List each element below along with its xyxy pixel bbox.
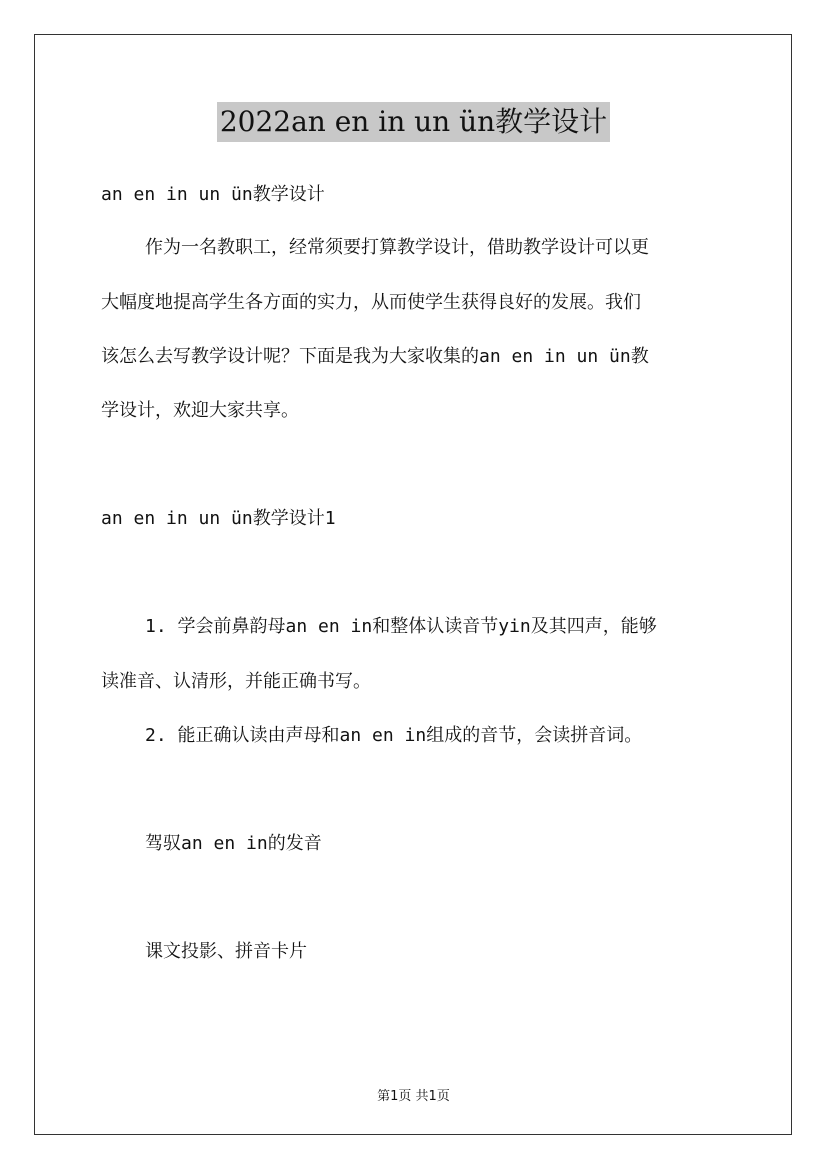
section-heading: an en in un ün教学设计1 xyxy=(101,508,336,529)
document-subtitle: an en in un ün教学设计 xyxy=(101,184,325,205)
key-point: 驾驭an en in的发音 xyxy=(145,833,322,854)
intro-line-1: 作为一名教职工，经常须要打算教学设计，借助教学设计可以更 xyxy=(145,237,649,258)
objective-line-3: 2. 能正确认读由声母和an en in组成的音节，会读拼音词。 xyxy=(145,725,643,746)
objective-line-1: 1. 学会前鼻韵母an en in和整体认读音节yin及其四声，能够 xyxy=(145,616,657,637)
title-container xyxy=(0,102,827,142)
objective-line-2: 读准音、认清形，并能正确书写。 xyxy=(101,671,371,692)
intro-line-2: 大幅度地提高学生各方面的实力，从而使学生获得良好的发展。我们 xyxy=(101,292,641,313)
intro-line-4: 学设计，欢迎大家共享。 xyxy=(101,400,299,421)
intro-line-3: 该怎么去写教学设计呢？下面是我为大家收集的an en in un ün教 xyxy=(101,346,649,367)
page-indicator: 第1页 共1页 xyxy=(377,1089,450,1104)
materials: 课文投影、拼音卡片 xyxy=(145,941,307,962)
document-title: 2022an en in un ün教学设计 xyxy=(217,102,610,142)
